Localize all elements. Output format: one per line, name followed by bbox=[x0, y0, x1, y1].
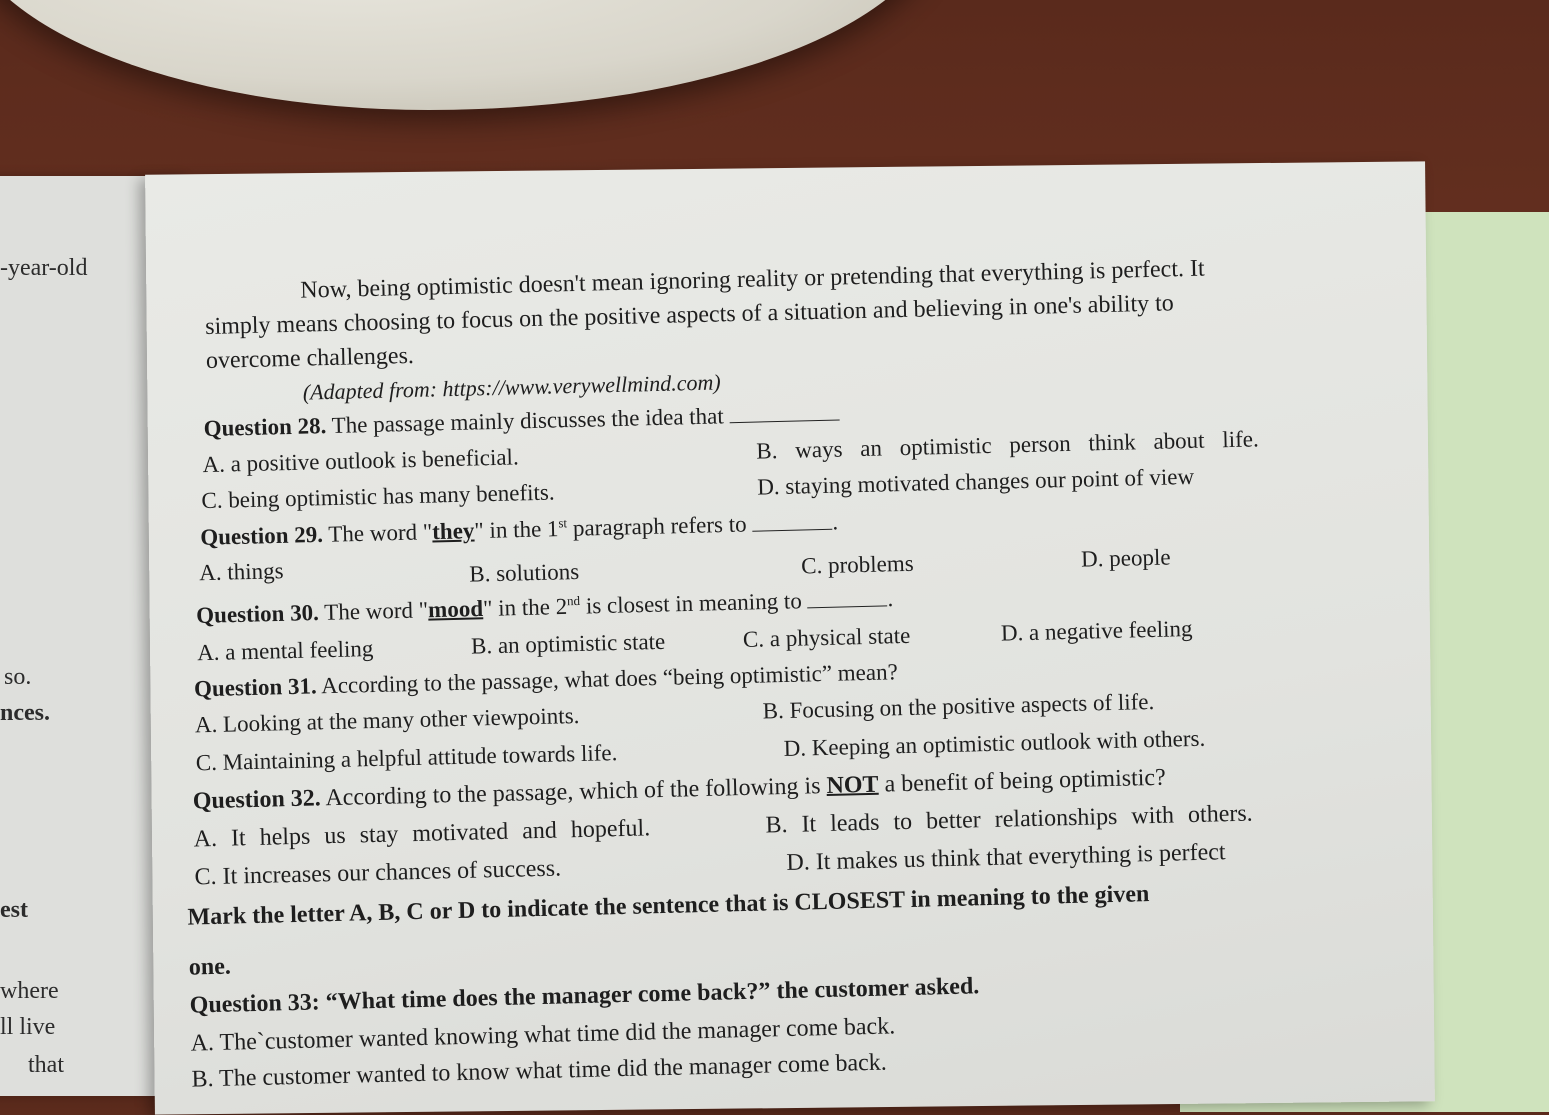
option-c: C. It increases our chances of success. bbox=[194, 855, 562, 891]
option-b: B. solutions bbox=[468, 558, 580, 587]
option-a: A. It helps us stay motivated and hopeful. bbox=[193, 815, 651, 853]
option-a: A. things bbox=[198, 558, 284, 586]
passage-line: overcome challenges. bbox=[205, 342, 415, 374]
question-label: Question 28. bbox=[203, 413, 327, 442]
question-text-pre: The word " bbox=[328, 519, 433, 547]
option-c: C. Maintaining a helpful attitude towards life. bbox=[195, 740, 618, 776]
question-label: Question 31. bbox=[193, 673, 317, 702]
answer-blank bbox=[729, 402, 839, 424]
question-31 bbox=[194, 659, 898, 702]
option-d: D. a negative feeling bbox=[1000, 615, 1193, 646]
option-b: B. an optimistic state bbox=[470, 628, 666, 659]
question-label: Question 29. bbox=[200, 521, 324, 550]
option-a: A. Looking at the many other viewpoints. bbox=[194, 702, 580, 738]
section-instruction: one. bbox=[188, 953, 232, 981]
question-text-post: a benefit of being optimistic? bbox=[884, 764, 1167, 798]
passage-line: Now, being optimistic doesn't mean ignoring reality or pretending that everything is perfect. It bbox=[300, 255, 1205, 304]
question-text-mid: " in the 1 bbox=[474, 516, 559, 544]
question-keyword: they bbox=[431, 518, 475, 545]
passage-line: simply means choosing to focus on the positive aspects of a situation and believing in one's ability to bbox=[204, 290, 1175, 341]
question-keyword: mood bbox=[427, 595, 484, 623]
margin-fragment: nces. bbox=[0, 700, 50, 726]
question-keyword: NOT bbox=[826, 771, 879, 799]
option-a: A. a mental feeling bbox=[196, 635, 374, 666]
question-29: Question 29. The word "they" in the 1st paragraph refers to . bbox=[200, 509, 839, 550]
question-text: According to the passage, what does “being optimistic” mean? bbox=[320, 659, 899, 699]
option-b: B. ways an optimistic person think about life. bbox=[756, 426, 1259, 464]
option-c: C. being optimistic has many benefits. bbox=[201, 479, 555, 514]
question-28 bbox=[203, 401, 839, 443]
margin-fragment: est bbox=[0, 897, 28, 923]
question-text: “What time does the manager come back?” the customer asked. bbox=[325, 973, 980, 1016]
option-c: C. problems bbox=[800, 550, 914, 579]
option-d: D. Keeping an optimistic outlook with others. bbox=[783, 725, 1206, 761]
question-text-pre: According to the passage, which of the following is bbox=[325, 773, 821, 812]
passage-source: (Adapted from: https://www.verywellmind.com) bbox=[302, 369, 721, 405]
ordinal-suffix: st bbox=[558, 515, 568, 531]
option-b: B. Focusing on the positive aspects of life. bbox=[762, 688, 1155, 724]
margin-fragment: where bbox=[0, 978, 59, 1004]
margin-fragment: -year-old bbox=[0, 255, 88, 281]
option-d: D. people bbox=[1080, 544, 1171, 572]
option-d: D. It makes us think that everything is perfect bbox=[786, 839, 1226, 876]
section-instruction: Mark the letter A, B, C or D to indicate the sentence that is CLOSEST in meaning to the given bbox=[187, 881, 1150, 931]
question-30: Question 30. The word "mood" in the 2nd is closest in meaning to . bbox=[195, 585, 894, 628]
question-text-post: paragraph refers to bbox=[566, 511, 747, 541]
option-b: B. The customer wanted to know what time did the manager come back. bbox=[191, 1049, 888, 1093]
answer-blank bbox=[807, 587, 887, 608]
option-b: B. It leads to better relationships with others. bbox=[765, 800, 1253, 839]
option-a: A. a positive outlook is beneficial. bbox=[202, 444, 519, 478]
ordinal-suffix: nd bbox=[566, 592, 581, 609]
question-label: Question 30. bbox=[195, 599, 320, 628]
question-text-pre: The word " bbox=[323, 597, 429, 625]
question-label: Question 32. bbox=[192, 785, 322, 815]
margin-fragment: ll live bbox=[0, 1014, 56, 1040]
question-33 bbox=[189, 973, 979, 1019]
question-label: Question 33: bbox=[189, 989, 321, 1019]
option-c: C. a physical state bbox=[742, 622, 911, 652]
margin-fragment: that bbox=[28, 1052, 64, 1078]
question-text-mid: " in the 2 bbox=[482, 593, 568, 621]
option-d: D. staying motivated changes our point of view bbox=[756, 463, 1195, 500]
question-text-post: is closest in meaning to bbox=[579, 588, 803, 619]
margin-fragment: so. bbox=[4, 664, 32, 690]
option-a: A. The`customer wanted knowing what time did the manager come back. bbox=[190, 1013, 896, 1057]
answer-blank bbox=[752, 510, 832, 531]
question-text: The passage mainly discusses the idea that bbox=[331, 403, 725, 438]
